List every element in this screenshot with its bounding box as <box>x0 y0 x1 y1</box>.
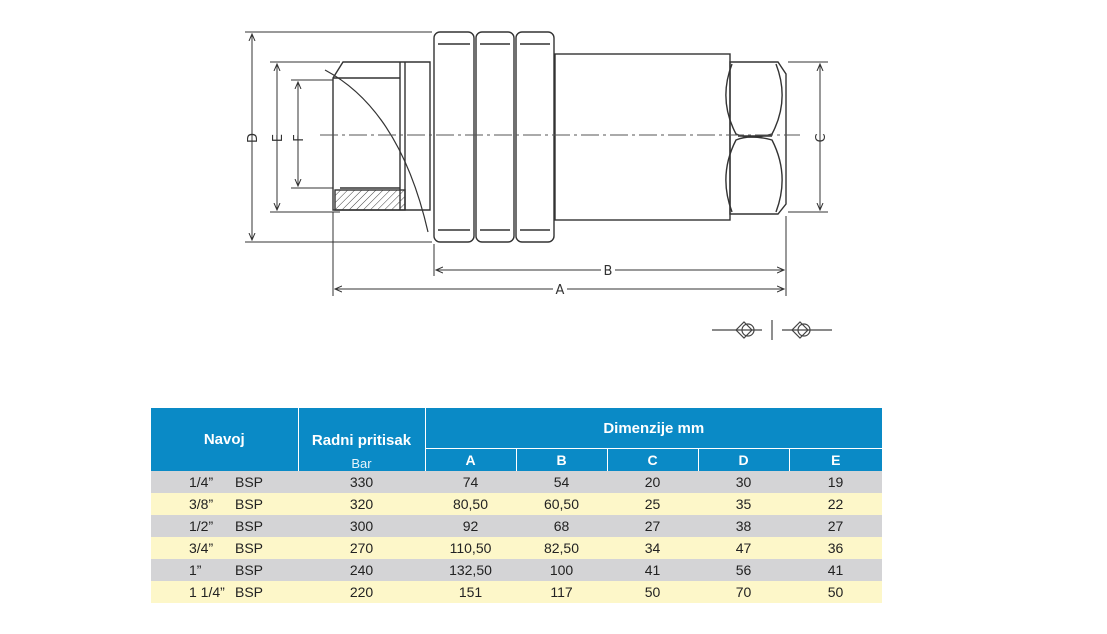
cell-b: 117 <box>516 581 607 603</box>
cell-type: BSP <box>235 518 264 534</box>
cell-size: 3/4” <box>189 540 214 556</box>
cell-a: 110,50 <box>425 537 516 559</box>
cell-c: 50 <box>607 581 698 603</box>
header-dim-a: A <box>425 449 516 472</box>
header-thread: Navoj <box>151 408 298 471</box>
dim-label-e: E <box>271 133 286 143</box>
cell-size: 3/8” <box>189 496 214 512</box>
dim-label-a: A <box>555 283 565 298</box>
cell-type: BSP <box>235 562 264 578</box>
spec-table <box>151 408 882 603</box>
header-dim-e: E <box>789 449 882 472</box>
cell-pressure: 220 <box>298 581 425 603</box>
cell-a: 92 <box>425 515 516 537</box>
cell-d: 47 <box>698 537 789 559</box>
cell-thread <box>151 515 298 537</box>
cell-size: 1” <box>189 562 202 578</box>
cell-d: 70 <box>698 581 789 603</box>
cell-a: 80,50 <box>425 493 516 515</box>
cell-c: 41 <box>607 559 698 581</box>
cell-pressure: 300 <box>298 515 425 537</box>
cell-b: 60,50 <box>516 493 607 515</box>
cell-e: 19 <box>789 471 882 493</box>
table-row <box>151 515 882 537</box>
cell-b: 82,50 <box>516 537 607 559</box>
cell-d: 30 <box>698 471 789 493</box>
table-row <box>151 471 882 493</box>
header-pressure: Radni pritisak <box>298 408 425 449</box>
cell-d: 38 <box>698 515 789 537</box>
cell-c: 34 <box>607 537 698 559</box>
table-row <box>151 493 882 515</box>
header-dim-d: D <box>698 449 789 472</box>
table-row <box>151 537 882 559</box>
coupling-body <box>325 32 786 242</box>
cell-d: 56 <box>698 559 789 581</box>
cell-thread <box>151 537 298 559</box>
cell-pressure: 330 <box>298 471 425 493</box>
cell-size: 1/4” <box>189 474 214 490</box>
cell-e: 41 <box>789 559 882 581</box>
cell-d: 35 <box>698 493 789 515</box>
cell-type: BSP <box>235 474 264 490</box>
cell-type: BSP <box>235 584 264 600</box>
cell-b: 54 <box>516 471 607 493</box>
cell-thread <box>151 559 298 581</box>
cell-b: 68 <box>516 515 607 537</box>
cell-c: 27 <box>607 515 698 537</box>
table-row <box>151 581 882 603</box>
header-dim-b: B <box>516 449 607 472</box>
dim-label-c: C <box>814 133 829 143</box>
cell-thread <box>151 493 298 515</box>
cell-e: 27 <box>789 515 882 537</box>
cell-pressure: 240 <box>298 559 425 581</box>
cell-e: 50 <box>789 581 882 603</box>
cell-e: 36 <box>789 537 882 559</box>
cell-c: 20 <box>607 471 698 493</box>
cell-thread <box>151 581 298 603</box>
cell-c: 25 <box>607 493 698 515</box>
cell-type: BSP <box>235 540 264 556</box>
cell-a: 132,50 <box>425 559 516 581</box>
header-pressure-unit: Bar <box>298 449 425 472</box>
cell-size: 1/2” <box>189 518 214 534</box>
cell-type: BSP <box>235 496 264 512</box>
dim-label-b: B <box>603 264 613 279</box>
cell-a: 74 <box>425 471 516 493</box>
cell-e: 22 <box>789 493 882 515</box>
table-row <box>151 559 882 581</box>
dim-label-f: F <box>292 134 307 142</box>
header-dimensions: Dimenzije mm <box>425 408 882 449</box>
dim-label-d: D <box>246 132 261 144</box>
cell-pressure: 320 <box>298 493 425 515</box>
cell-b: 100 <box>516 559 607 581</box>
header-dim-c: C <box>607 449 698 472</box>
cell-thread <box>151 471 298 493</box>
coupling-symbol <box>712 320 832 340</box>
cell-size: 1 1/4” <box>189 584 225 600</box>
cell-pressure: 270 <box>298 537 425 559</box>
cell-a: 151 <box>425 581 516 603</box>
